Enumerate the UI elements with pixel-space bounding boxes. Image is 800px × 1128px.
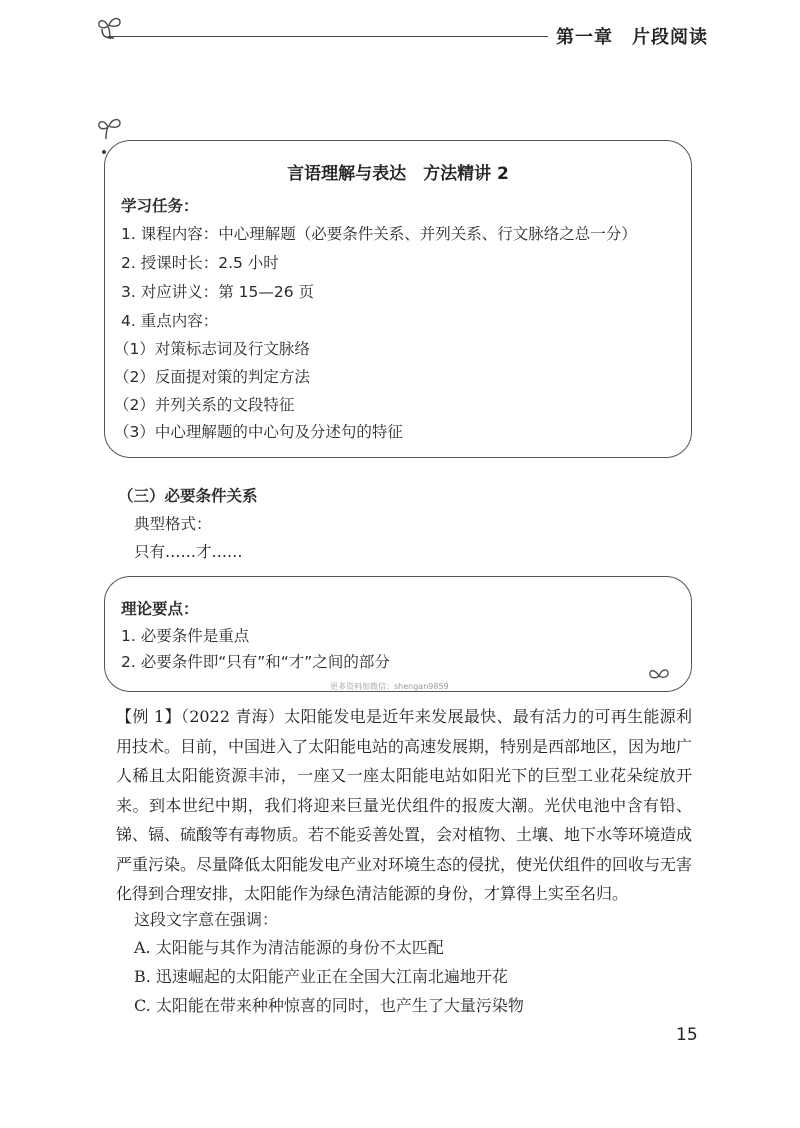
sprout-icon-lesson-box	[96, 115, 124, 141]
header-rule	[108, 36, 548, 37]
format-value: 只有……才……	[134, 543, 243, 561]
format-label: 典型格式：	[134, 515, 212, 533]
question-stem: 这段文字意在强调：	[134, 910, 279, 929]
watermark: 更多资料加微信：shengan9859	[330, 682, 449, 691]
section-heading: （三）必要条件关系	[118, 487, 258, 505]
lesson-item: （3）中心理解题的中心句及分述句的特征	[114, 423, 403, 441]
option-b[interactable]: B. 迅速崛起的太阳能产业正在全国大江南北遍地开花	[134, 967, 508, 986]
theory-heading: 理论要点：	[121, 600, 199, 618]
lesson-item: 1. 课程内容：中心理解题（必要条件关系、并列关系、行文脉络之总一分）	[121, 225, 637, 243]
task-heading: 学习任务：	[121, 197, 199, 215]
lesson-item: （2）并列关系的文段特征	[114, 396, 295, 414]
chapter-title: 第一章 片段阅读	[556, 27, 708, 48]
box-dot	[102, 150, 106, 154]
lesson-item: 3. 对应讲义：第 15—26 页	[121, 283, 315, 301]
lesson-item: 4. 重点内容：	[121, 312, 219, 330]
page-number: 15	[676, 1025, 698, 1045]
theory-item: 2. 必要条件即“只有”和“才”之间的部分	[121, 653, 390, 671]
lesson-item: 2. 授课时长：2.5 小时	[121, 254, 279, 272]
sprout-icon-theory-box	[648, 666, 670, 684]
theory-item: 1. 必要条件是重点	[121, 627, 250, 645]
header-left-curve	[100, 28, 116, 47]
lesson-item: （1）对策标志词及行文脉络	[114, 340, 310, 358]
lesson-box-title: 言语理解与表达 方法精讲 2	[287, 164, 509, 184]
example-paragraph: 【例 1】（2022 青海）太阳能发电是近年来发展最快、最有活力的可再生能源利用技术。目前，中国进入了太阳能电站的高速发展期，特别是西部地区，因为地广人稀且太阳能资源丰沛，一座又一座太阳能电站如阳光下的巨型工业花朵绽放开来。到本世纪中期，我们将迎来巨量光伏组件的报废大潮。光伏电池中含有铅、锑、镉、硫酸等有毒物质。若不能妥善处置，会对植物、土壤、地下水等环境造成严重污染。尽量降低太阳能发电产业对环境生态的侵扰，使光伏组件的回收与无害化得到合理安排，太阳能作为绿色清洁能源的身份，才算得上实至名归。	[116, 707, 693, 903]
option-a[interactable]: A. 太阳能与其作为清洁能源的身份不太匹配	[134, 938, 444, 957]
option-c[interactable]: C. 太阳能在带来种种惊喜的同时，也产生了大量污染物	[134, 996, 524, 1015]
lesson-item: （2）反面提对策的判定方法	[114, 368, 310, 386]
